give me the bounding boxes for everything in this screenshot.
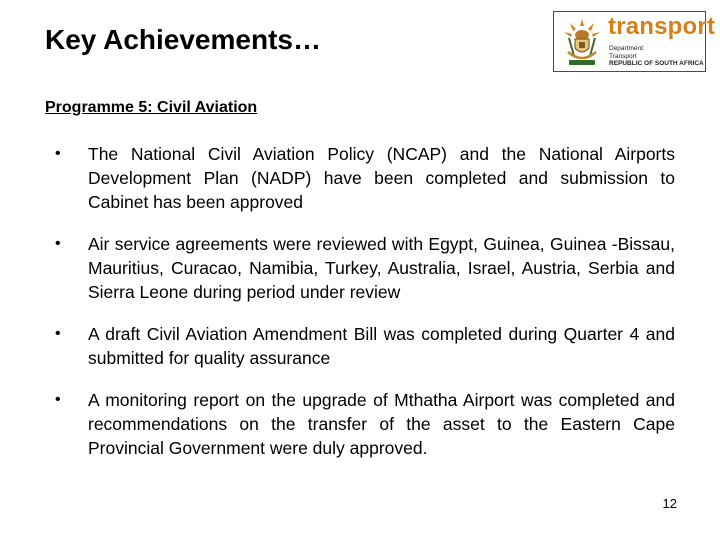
bullet-text: The National Civil Aviation Policy (NCAP) and the National Airports Development Plan (NADP) have been completed and submission to Cabinet has been approved: [88, 144, 675, 212]
list-item: [55, 232, 675, 304]
brand-name: transport: [608, 13, 716, 40]
bullet-icon: •: [55, 235, 61, 252]
list-item: [55, 322, 675, 370]
department-line-2: Transport: [609, 52, 637, 60]
coat-of-arms-icon: [560, 16, 604, 68]
department-logo: [553, 11, 716, 72]
slide-title: Key Achievements…: [45, 24, 321, 55]
bullet-text: A monitoring report on the upgrade of Mthatha Airport was completed and recommendations on the transfer of the asset to the Eastern Cape Provincial Government were duly approved.: [88, 390, 675, 458]
bullet-text: Air service agreements were reviewed with Egypt, Guinea, Guinea -Bissau, Mauritius, Curacao, Namibia, Turkey, Australia, Israel, Austria, Serbia and Sierra Leone during period under review: [88, 234, 675, 302]
list-item: [55, 388, 675, 460]
page-number: 12: [662, 496, 677, 511]
bullet-icon: •: [55, 145, 61, 162]
section-subtitle: Programme 5: Civil Aviation: [45, 99, 258, 116]
department-line-3: REPUBLIC OF SOUTH AFRICA: [609, 60, 704, 67]
department-line-1: Department:: [609, 45, 645, 52]
bullet-list: [55, 142, 675, 478]
bullet-icon: •: [55, 325, 61, 342]
list-item: [55, 142, 675, 214]
bullet-text: A draft Civil Aviation Amendment Bill was completed during Quarter 4 and submitted for quality assurance: [88, 324, 675, 368]
department-lines: [609, 45, 704, 68]
bullet-icon: •: [55, 391, 61, 408]
